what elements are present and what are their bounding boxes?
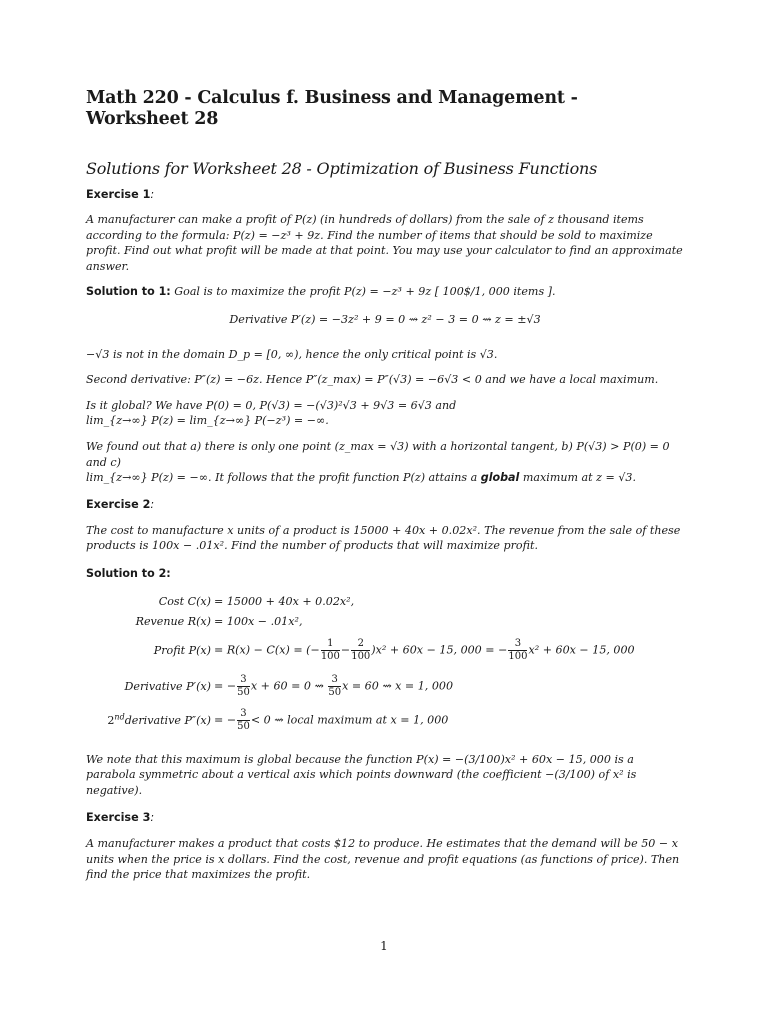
page-title: Math 220 - Calculus f. Business and Management - Worksheet 28 (86, 88, 578, 129)
page-number: 1 (380, 939, 388, 953)
cost-label: Cost C(x) (158, 595, 211, 608)
exercise-2 (86, 498, 684, 799)
derivative-equation (86, 670, 635, 704)
exercise-3-problem: A manufacturer makes a product that costs $12 to produce. He estimates that the demand will be 50 − x units when the price is x dollars. Find the cost, revenue and profit equations (as functions of price). Then find the price that maximizes the profit. (86, 837, 680, 882)
fraction: $\frac{3}{50}$ (328, 674, 342, 698)
fraction: $\frac{3}{50}$ (237, 708, 250, 732)
page-subtitle: Solutions for Worksheet 28 - Optimization of Business Functions (86, 159, 598, 178)
exercise-1-second-derivative: Second derivative: P″(z) = −6z. Hence P″(z_max) = P″(√3) = −6√3 < 0 and we have a local maximum. (86, 373, 659, 387)
exercise-1-conclusion: We found out that a) there is only one point (z_max = √3) with a horizontal tangent, b) P(√3) > P(0) = 0 and c) lim_{z→∞} P(z) = −∞. It follows that the profit function P(z) attains a global maximum at z = √3. (86, 439, 670, 485)
revenue-equation (86, 612, 635, 632)
exercise-1-global-check: Is it global? We have P(0) = 0, P(√3) = −(√3)²√3 + 9√3 = 6√3 and lim_{z→∞} P(z) = lim_{z→∞} P(−z³) = −∞. (86, 398, 457, 428)
profit-label: Profit P(x) (153, 644, 211, 657)
revenue-formula: = 100x − .01x², (214, 615, 303, 628)
exercise-2-problem: The cost to manufacture x units of a product is 15000 + 40x + 0.02x². The revenue from the sale of these products is 100x − .01x². Find the number of products that will maximize profit. (86, 523, 681, 553)
fraction: $\frac{3}{50}$ (237, 674, 250, 698)
exercise-1-solution-intro: Solution to 1: Goal is to maximize the profit P(z) = −z³ + 9z [ 100$/1, 000 items ]. (86, 285, 556, 299)
exercise-1-heading: Exercise 1: (86, 188, 155, 201)
cost-formula: = 15000 + 40x + 0.02x², (214, 595, 355, 608)
second-derivative-equation (86, 704, 635, 738)
exercise-1-domain: −√3 is not in the domain D_p = [0, ∞), hence the only critical point is √3. (86, 347, 498, 361)
exercise-1-problem: A manufacturer can make a profit of P(z) (in hundreds of dollars) from the sale of z thousand items according to the formula: P(z) = −z³ + 9z. Find the number of items that should be sold to maximize profit. Find out what profit will be made at that point. You may use your calculator to find an approximate answer. (86, 213, 683, 273)
derivative-formula: = − $\frac{3}{50}$ x + 60 = 0 ⇝ $\frac{3}{50}$ x = 60 ⇝ x = 1, 000 (214, 674, 454, 698)
second-derivative-label: 2ndderivative P″(x) (107, 712, 211, 727)
worksheet-page (86, 88, 684, 883)
cost-equation (86, 592, 635, 612)
exercise-2-note: We note that this maximum is global because the function P(x) = −(3/100)x² + 60x − 15, 000 is a parabola symmetric about a vertical axis which points downward (the coefficient −(3/100) of x² is negative). (86, 752, 637, 797)
profit-formula: = R(x) − C(x) = (− $\frac{1}{100}$ − $\frac{2}{100}$ )x² + 60x − 15, 000 = − $\frac{3}{100}$ x² + 60x − 15, 000 (214, 638, 635, 662)
second-derivative-formula: = − $\frac{3}{50}$ < 0 ⇝ local maximum at x = 1, 000 (214, 708, 449, 732)
fraction: $\frac{3}{100}$ (508, 638, 528, 662)
exercise-3 (86, 811, 684, 883)
derivative-label: Derivative P′(x) (124, 680, 211, 693)
fraction: $\frac{1}{100}$ (320, 638, 340, 662)
profit-equation (86, 632, 635, 670)
exercise-2-solution-heading: Solution to 2: (86, 566, 171, 580)
exercise-2-heading: Exercise 2: (86, 497, 155, 511)
fraction: $\frac{2}{100}$ (351, 638, 371, 662)
exercise-1 (86, 188, 684, 486)
exercise-3-heading: Exercise 3: (86, 811, 155, 825)
revenue-label: Revenue R(x) (135, 615, 211, 628)
exercise-1-derivative: Derivative P′(z) = −3z² + 9 = 0 ⇝ z² − 3 = 0 ⇝ z = ±√3 (229, 312, 541, 326)
exercise-2-equations (86, 592, 635, 738)
